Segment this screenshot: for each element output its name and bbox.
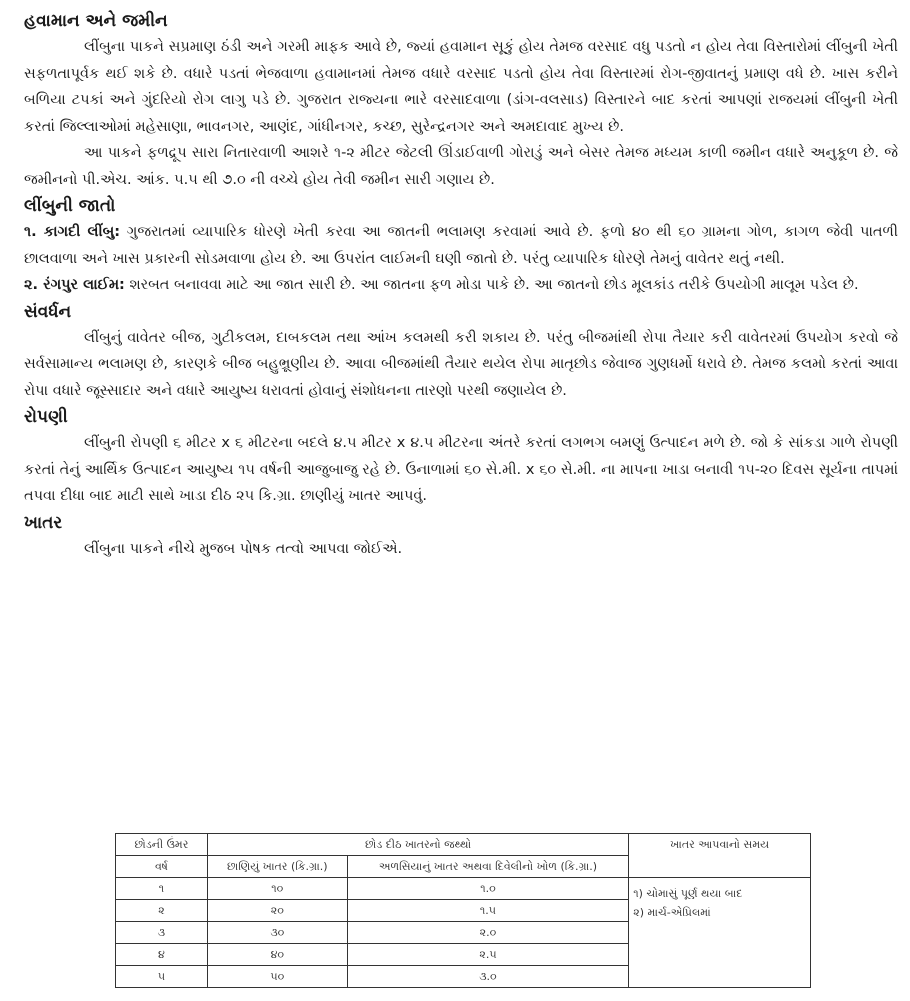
- cell-fym: ૪૦: [207, 944, 347, 966]
- paragraph-manure-intro: લીંબુના પાકને નીચે મુજબ પોષક તત્વો આપવા જોઈએ.: [84, 540, 403, 557]
- variety-rangpur: [24, 272, 898, 299]
- cell-fym: ૨૦: [207, 900, 347, 922]
- table-header-row-1: [116, 834, 811, 856]
- cell-castor: ૩.૦: [347, 966, 629, 988]
- cell-castor: ૨.૫: [347, 944, 629, 966]
- header-castor: અળસિયાનું ખાતર અથવા દિવેલીનો ખોળ (કિ.ગ્રા.): [347, 856, 629, 878]
- header-timing: ખાતર આપવાનો સમય: [629, 834, 811, 878]
- timing-item-1: ૧) ચોમાસું પૂર્ણ થયા બાદ: [633, 887, 743, 900]
- cell-castor: ૨.૦: [347, 922, 629, 944]
- header-fym: છાણિયું ખાતર (કિ.ગ્રા.): [207, 856, 347, 878]
- heading-propagation: સંવર્ધન: [24, 301, 72, 322]
- cell-timing: [629, 878, 811, 988]
- paragraph-planting: લીંબુની રોપણી ૬ મીટર x ૬ મીટરના બદલે ૪.૫ મીટર x ૪.૫ મીટરના અંતરે કરતાં લગભગ બમણું ઉત્પાદન મળે છે. જો કે સાંકડા ગાળે રોપણી કરતાં તેનું આર્થિક ઉત્પાદન આયુષ્ય ૧૫ વર્ષની આજુબાજુ રહે છે. ઉનાળામાં ૬૦ સે.મી. x ૬૦ સે.મી. ના માપના ખાડા બનાવી ૧૫-૨૦ દિવસ સૂર્યના તાપમાં તપવા દીધા બાદ માટી સાથે ખાડા દીઠ ૨૫ કિ.ગ્રા. છાણીયું ખાતર આપવું.: [24, 435, 898, 504]
- heading-planting: રોપણી: [24, 407, 68, 427]
- cell-year: ૫: [116, 966, 208, 988]
- heading-manure: ખાતર: [24, 512, 63, 533]
- heading-varieties: લીંબુની જાતો: [24, 196, 116, 216]
- variety-rangpur-text: શરબત બનાવવા માટે આ જાત સારી છે. આ જાતના ફળ મોડા પાકે છે. આ જાતનો છોડ મૂલકાંડ તરીકે ઉપયોગી માલૂમ પડેલ છે.: [124, 277, 859, 293]
- timing-item-2: ૨) માર્ચ-એપ્રિલમાં: [633, 906, 711, 919]
- variety-kagdi-text: ગુજરાતમાં વ્યાપારિક ધોરણે ખેતી કરવા આ જાતની ભલામણ કરવામાં આવે છે. ફળો ૪૦ થી ૬૦ ગ્રામના ગોળ, કાગળ જેવી પાતળી છાલવાળા અને ખાસ પ્રકારની સોડમવાળા હોય છે. આ ઉપરાંત લાઈમની ઘણી જાતો છે. પરંતુ વ્યાપારિક ધોરણે તેમનું વાવેતર થતું નથી.: [24, 224, 899, 267]
- cell-year: ૨: [116, 900, 208, 922]
- header-quantity-group: છોડ દીઠ ખાતરનો જથ્થો: [207, 834, 628, 856]
- variety-rangpur-label: ૨. રંગપુર લાઈમ:: [24, 277, 125, 293]
- cell-year: ૧: [116, 878, 208, 900]
- cell-fym: ૫૦: [207, 966, 347, 988]
- cell-fym: ૧૦: [207, 878, 347, 900]
- heading-climate-soil: હવામાન અને જમીન: [24, 11, 168, 31]
- fertilizer-table: [115, 833, 811, 988]
- paragraph-propagation: લીંબુનું વાવેતર બીજ, ગુટીકલમ, દાબકલમ તથા આંખ કલમથી કરી શકાય છે. પરંતુ બીજમાંથી રોપા તૈયાર કરી વાવેતરમાં ઉપયોગ કરવો જે સર્વસામાન્ય ભલામણ છે, કારણકે બીજ બહુભ્રૂણીય છે. આવા બીજમાંથી તૈયાર થયેલ રોપા માતૃછોડ જેવાજ ગુણધર્મો ધરાવે છે. તેમજ કલમો કરતાં આવા રોપા વધારે જૂસ્સાદાર અને વધારે આયુષ્ય ધરાવતાં હોવાનું સંશોધનના તારણો પરથી જણાયેલ છે.: [24, 329, 898, 399]
- paragraph-soil: આ પાકને ફળદ્રૂપ સારા નિતારવાળી આશરે ૧-૨ મીટર જેટલી ઊંડાઈવાળી ગોરાડું અને બેસર તેમજ મધ્યમ કાળી જમીન વધારે અનુકૂળ છે. જે જમીનનો પી.એચ. આંક. ૫.૫ થી ૭.૦ ની વચ્ચે હોય તેવી જમીન સારી ગણાય છે.: [24, 145, 898, 188]
- cell-year: ૪: [116, 944, 208, 966]
- cell-year: ૩: [116, 922, 208, 944]
- variety-kagdi-label: ૧. કાગદી લીંબુ:: [24, 224, 121, 240]
- header-age-bottom: વર્ષ: [116, 856, 208, 878]
- paragraph-climate: લીંબુના પાકને સપ્રમાણ ઠંડી અને ગરમી માફક આવે છે, જ્યાં હવામાન સૂકું હોય તેમજ વરસાદ વધુ પડતો ન હોય તેવા વિસ્તારોમાં લીંબુની ખેતી સફળતાપૂર્વક થઈ શકે છે. વધારે પડતાં ભેજવાળા હવામાનમાં તેમજ વધારે વરસાદ પડતો હોય તેવા વિસ્તારમાં રોગ-જીવાતનું પ્રમાણ વધે છે. ખાસ કરીને બળિયા ટપકાં અને ગુંદરિયો રોગ લાગુ પડે છે. ગુજરાત રાજ્યના ભારે વરસાદવાળા (ડાંગ-વલસાડ) વિસ્તારને બાદ કરતાં આપણાં રાજયમાં લીંબુની ખેતી કરતાં જિલ્લાઓમાં મહેસાણા, ભાવનગર, આણંદ, ગાંધીનગર, કચ્છ, સુરેન્દ્રનગર અને અમદાવાદ મુખ્ય છે.: [24, 39, 898, 135]
- cell-castor: ૧.૦: [347, 878, 629, 900]
- variety-kagdi: [24, 219, 898, 272]
- table-row: [116, 878, 811, 900]
- header-age-top: છોડની ઉંમર: [116, 834, 208, 856]
- document-body: [24, 8, 898, 562]
- cell-castor: ૧.૫: [347, 900, 629, 922]
- cell-fym: ૩૦: [207, 922, 347, 944]
